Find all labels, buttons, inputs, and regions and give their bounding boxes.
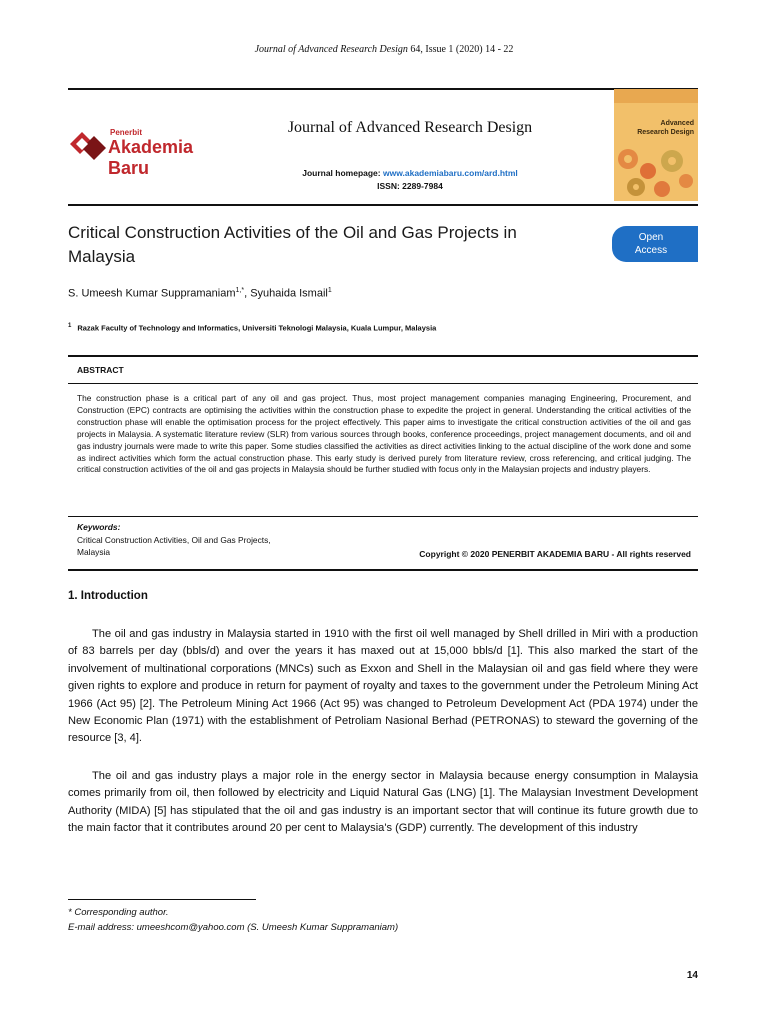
paper-title: Critical Construction Activities of the Oil and Gas Projects in Malaysia: [68, 223, 517, 266]
keywords-heading: Keywords:: [77, 522, 121, 532]
abstract-heading-rule: [68, 383, 698, 384]
masthead-bottom-rule: [68, 204, 698, 206]
abstract-bottom-rule: [68, 516, 698, 517]
keywords-list: Critical Construction Activities, Oil and Gas Projects, Malaysia: [77, 535, 271, 557]
footnote-corresponding-author: * Corresponding author.: [68, 907, 169, 918]
keywords-bottom-rule: [68, 569, 698, 571]
abstract-heading: ABSTRACT: [77, 365, 124, 375]
header-top-rule: [68, 88, 698, 90]
abstract-text: The construction phase is a critical part of any oil and gas project. Thus, most project management companies managing Engineering, Procurement, and Construction (EPC) contracts are optimising the activities within the construction phase to expedite the project in general. Understanding the critical activities of the construction phase will enable the optimisation process for the project effectively. This paper aims to investigate the critical construction activities of the oil and gas projects in Malaysia. A systematic literature review (SLR) from various sources through books, conference proceedings, project management documents, and oil and gas industry journals were made to write this paper. Some studies classified the activities as direct activities linking to the actual discipline of the work done and some as indirect activities which form the actual construction phase. This early study is derived purely from literature review, cross referencing, and critical judging. The critical construction activities of the oil and gas projects in Malaysia should be further studied with focus only in the Malaysian projects and industry players.: [77, 393, 691, 475]
journal-cover-image: [614, 89, 698, 201]
journal-title: Journal of Advanced Research Design: [287, 119, 533, 136]
journal-reference: Journal of Advanced Research Design 64, Issue 1 (2020) 14 - 22: [254, 44, 514, 55]
body-paragraph: The oil and gas industry plays a major role in the energy sector in Malaysia because energy consumption in Malaysia comes primarily from oil, then followed by electricity and Liquid Natural Gas (LNG) [1]. The Malaysian Investment Development Authority (MIDA) [5] has stipulated that the oil and gas industry is an important sector that will continue its future growth due to the main factor that it contributes around 20 per cent to Malaysia's (GDP) currently. The development of this industry: [68, 770, 698, 835]
homepage-link[interactable]: www.akademiabaru.com/ard.html: [382, 168, 518, 178]
section-heading-introduction: 1. Introduction: [68, 590, 148, 602]
author-list: S. Umeesh Kumar Suppramaniam$^{1,*}$, Syuhaida Ismail$^1$: [68, 287, 332, 300]
logo-publisher-name: Akademia Baru: [108, 137, 194, 178]
page-number: 14: [686, 970, 698, 981]
cover-title: Advanced Research Design: [637, 120, 694, 136]
issn: ISSN: 2289-7984: [377, 181, 443, 191]
copyright-notice: Copyright © 2020 PENERBIT AKADEMIA BARU - All rights reserved: [419, 549, 691, 559]
abstract-top-rule: [68, 355, 698, 357]
logo-publisher-label: Penerbit: [110, 128, 143, 137]
logo-mark-icon: [68, 128, 108, 162]
open-access-badge[interactable]: [612, 226, 698, 262]
publisher-logo: [68, 126, 218, 178]
footnote-email: E-mail address: umeeshcom@yahoo.com (S. Umeesh Kumar Suppramaniam): [68, 922, 399, 933]
body-paragraph: The oil and gas industry in Malaysia started in 1910 with the first oil well managed by Shell drilled in Miri with a production of 83 barrels per day (bbls/d) and over the years it has maxed out at 15,000 bbls/d [1]. This also marked the start of the involvement of multinational corporations (MNCs) such as Exxon and Shell in the Malaysian oil and gas field where they were given rights to explore and produce in return for payment of royalty and taxes to the government under the Petroleum Mining Act 1966 (Act 95) [2]. The Petroleum Mining Act 1966 (Act 95) was changed to Petroleum Development Act (PDA 1974) under the New Economic Plan (1971) with the establishment of Petroliam Nasional Berhad (PETRONAS) to steward the governing of the resource [3, 4].: [68, 628, 698, 745]
cover-gears-icon: [614, 89, 698, 201]
footnote-rule: [68, 899, 256, 900]
journal-homepage: Journal homepage: www.akademiabaru.com/ard.html: [302, 168, 518, 178]
affiliation: $^1$ Razak Faculty of Technology and Informatics, Universiti Teknologi Malaysia, Kuala Lumpur, Malaysia: [68, 323, 437, 333]
open-access-label: Open Access: [634, 232, 668, 256]
